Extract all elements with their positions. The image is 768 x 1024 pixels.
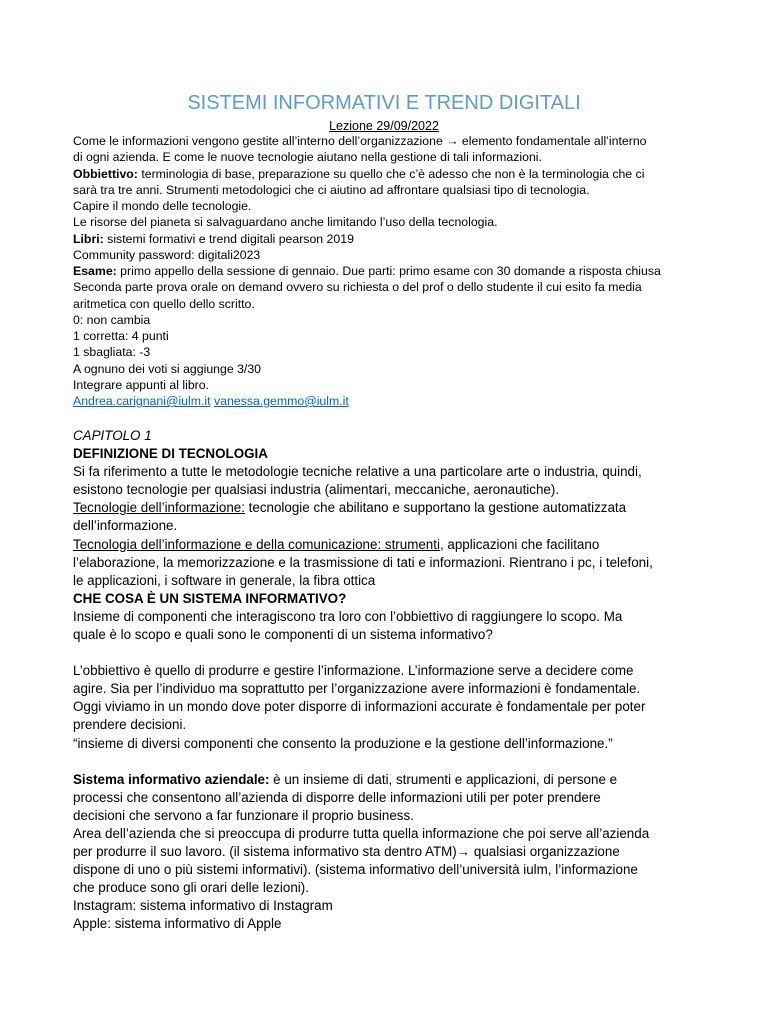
text-line: agire. Sia per l’individuo ma soprattutto per l’organizzazione avere informazioni è fondamentale. [73,681,641,697]
text-line: A ognuno dei voti si aggiunge 3/30 [73,361,262,376]
objective-line [73,166,733,182]
text-line: le applicazioni, i software in generale, la fibra ottica [73,572,376,588]
quote-line: “insieme di diversi componenti che consento la produzione e la gestione dell’informazione.” [73,735,613,751]
text-line: per produrre il suo lavoro. (il sistema informativo sta dentro ATM)→ qualsiasi organizzazione [73,843,620,859]
document-title: SISTEMI INFORMATIVI E TREND DIGITALI [187,92,581,114]
books-label: Libri: [73,231,104,246]
contacts-line [73,393,733,409]
books-text: sistemi formativi e trend digitali pearson 2019 [103,231,354,246]
ict-definition: , applicazioni che facilitano [439,536,600,552]
text-line: che produce sono gli orari delle lezioni). [73,880,309,896]
books-line [73,231,733,247]
it-term: Tecnologie dell’informazione: [73,500,245,516]
objective-text: terminologia di base, preparazione su quello che c’è adesso che non è la terminologia che ci [137,166,645,181]
text-line: l’elaborazione, la memorizzazione e la trasmissione di tati e informazioni. Rientrano i pc, i telefoni, [73,554,653,570]
exam-text: primo appello della sessione di gennaio. Due parti: primo esame con 30 domande a risposta chiusa [116,264,661,278]
text-line: esistono tecnologie per qualsiasi industria (alimentari, meccaniche, aeronautiche). [73,482,560,498]
text-line: 1 sbagliata: -3 [73,345,151,360]
text-line: processi che consentono all’azienda di disporre delle informazioni utili per poter prendere [73,789,601,805]
chapter-label: CAPITOLO 1 [73,428,152,443]
business-system-definition: è un insieme di dati, strumenti e applicazioni, di persone e [269,771,618,787]
objective-label: Obbiettivo: [73,166,138,181]
text-line: Instagram: sistema informativo di Instagram [73,898,333,914]
heading-technology: DEFINIZIONE DI TECNOLOGIA [73,446,268,462]
text-line: dispone di uno o più sistemi informativi). (sistema informativo dell’università iulm, l’informazione [73,862,638,878]
business-system-term: Sistema informativo aziendale: [73,771,270,787]
intro-section [73,133,733,409]
text-line: 1 corretta: 4 punti [73,329,169,343]
text-line: quale è lo scopo e quali sono le componenti di un sistema informativo? [73,627,493,643]
text-line: L’obbiettivo è quello di produrre e gestire l’informazione. L’informazione serve a decidere come [73,663,634,679]
text-line: Community password: digitali2023 [73,247,261,262]
email-link-carignani[interactable]: Andrea.carignani@iulm.it [73,394,211,408]
text-line: prendere decisioni. [73,717,187,733]
text-line: sarà tra tre anni. Strumenti metodologici che ci aiutino ad affrontare qualsiasi tipo di tecnologia. [73,182,590,197]
chapter-section [73,427,733,933]
text-line: Come le informazioni vengono gestite all’interno dell’organizzazione → elemento fondamentale all’interno [73,134,647,148]
exam-line [73,263,733,279]
text-line: Le risorse del pianeta si salvaguardano anche limitando l’uso della tecnologia. [73,215,498,230]
business-system-line [73,771,733,789]
text-line: dell’informazione. [73,518,178,534]
paragraph-spacer [73,753,733,771]
text-line: Insieme di componenti che interagiscono tra loro con l’obbiettivo di raggiungere lo scopo. Ma [73,608,623,624]
text-line: Oggi viviamo in un mondo dove poter disporre di informazioni accurate è fondamentale per poter [73,699,646,715]
text-line: decisioni che servono a far funzionare il proprio business. [73,807,414,823]
text-line: Capire il mondo delle tecnologie. [73,199,252,213]
it-definition-line [73,499,733,517]
paragraph-spacer [73,644,733,662]
ict-term: Tecnologia dell’informazione e della comunicazione: strumenti [73,536,440,552]
text-line: Seconda parte prova orale on demand ovvero su richiesta o del prof o dello studente il cui esito fa media [73,280,642,295]
text-line: Si fa riferimento a tutte le metodologie tecniche relative a una particolare arte o industria, quindi, [73,464,642,480]
text-line: Integrare appunti al libro. [73,377,210,392]
ict-definition-line [73,536,733,554]
text-line: di ogni azienda. E come le nuove tecnologie aiutano nella gestione di tali informazioni. [73,150,542,165]
exam-label: Esame: [73,264,117,278]
lesson-date: Lezione 29/09/2022 [329,119,439,133]
text-line: Apple: sistema informativo di Apple [73,916,282,932]
text-line: aritmetica con quello dello scritto. [73,296,255,311]
it-definition: tecnologie che abilitano e supportano la gestione automatizzata [244,500,627,516]
text-line: 0: non cambia [73,312,151,327]
text-line: Area dell’azienda che si preoccupa di produrre tutta quella informazione che poi serve all’azienda [73,825,650,841]
email-link-gemmo[interactable]: vanessa.gemmo@iulm.it [214,394,349,408]
heading-information-system: CHE COSA È UN SISTEMA INFORMATIVO? [73,590,347,606]
